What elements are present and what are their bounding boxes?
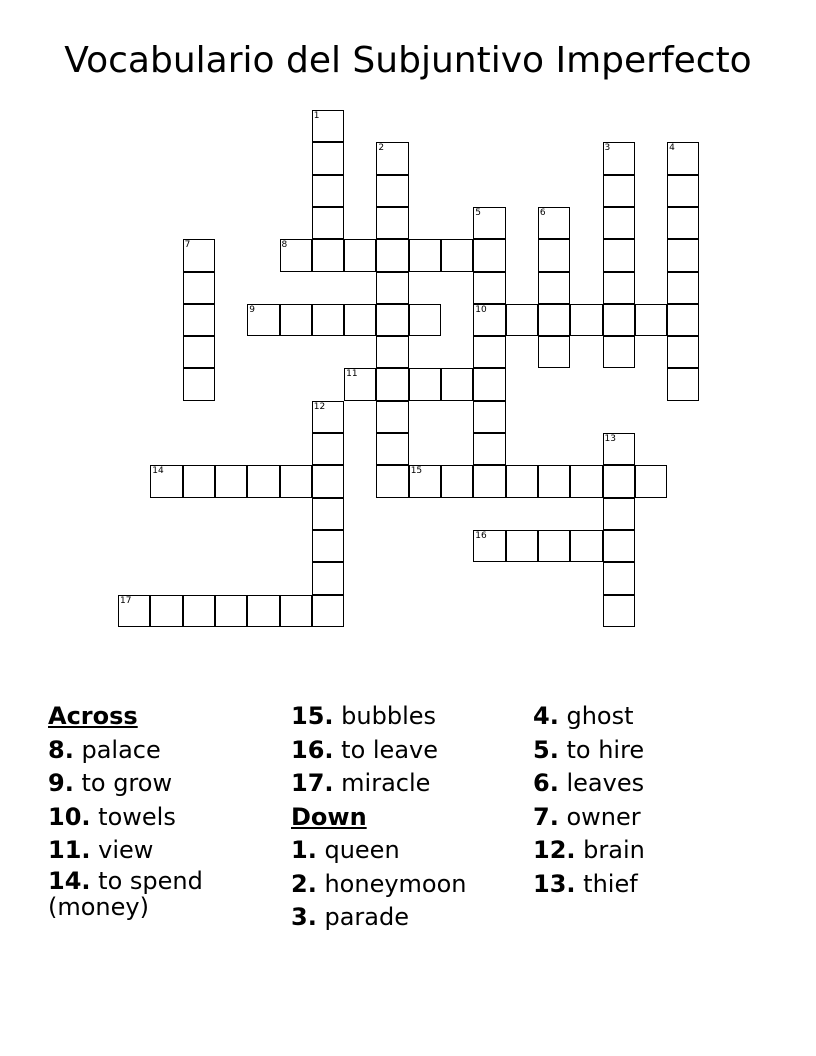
cell-number: 15: [410, 466, 423, 477]
grid-cell: [538, 272, 570, 304]
clue-text: brain: [583, 836, 645, 864]
clue-text: queen: [324, 836, 400, 864]
cell-number: 7: [184, 240, 191, 251]
clue-number: 8.: [48, 735, 74, 764]
grid-cell: [473, 368, 505, 400]
clue-across-14: [48, 868, 248, 920]
grid-cell: [183, 272, 215, 304]
clue-number: 16.: [291, 735, 334, 764]
grid-cell: [473, 207, 505, 239]
grid-cell: [183, 239, 215, 271]
cell-number: 8: [281, 240, 288, 251]
grid-cell: [506, 304, 538, 336]
cell-number: 3: [604, 143, 611, 154]
grid-cell: [538, 207, 570, 239]
cell-number: 10: [475, 304, 487, 315]
clue-number: 17.: [291, 769, 334, 797]
grid-cell: [570, 465, 602, 497]
clue-text: leaves: [566, 769, 645, 797]
grid-cell: [603, 433, 635, 465]
down-heading: Down: [291, 802, 367, 831]
grid-cell: [473, 336, 505, 368]
grid-cell: [603, 175, 635, 207]
grid-cell: [441, 465, 473, 497]
grid-cell: [280, 595, 312, 627]
cell-number: 11: [346, 369, 358, 380]
grid-cell: [538, 465, 570, 497]
cell-number: 12: [313, 401, 326, 412]
grid-cell: [247, 595, 279, 627]
grid-cell: [312, 239, 344, 271]
clue-text: to grow: [81, 769, 173, 797]
cell-number: 16: [475, 530, 487, 541]
grid-cell: [150, 465, 182, 497]
grid-cell: [376, 207, 408, 239]
clue-text: ghost: [566, 702, 634, 730]
grid-cell: [603, 239, 635, 271]
grid-cell: [312, 401, 344, 433]
grid-cell: [473, 465, 505, 497]
clue-number: 10.: [48, 802, 91, 831]
grid-cell: [603, 595, 635, 627]
grid-cell: [376, 142, 408, 174]
grid-cell: [570, 304, 602, 336]
across-heading: Across: [48, 702, 138, 730]
grid-cell: [183, 304, 215, 336]
grid-cell: [603, 465, 635, 497]
clue-number: 7.: [533, 802, 559, 831]
clue-across-15: [291, 700, 467, 734]
grid-cell: [247, 465, 279, 497]
grid-cell: [667, 207, 699, 239]
grid-cell: [538, 336, 570, 368]
clue-text: to hire: [566, 735, 645, 764]
clue-column-2: [291, 700, 467, 935]
clue-across-8: [48, 734, 248, 768]
clue-number: 4.: [533, 702, 559, 730]
clue-number: 1.: [291, 836, 317, 864]
grid-cell: [118, 595, 150, 627]
clue-column-1: [48, 700, 248, 920]
clue-number: 15.: [291, 702, 334, 730]
clue-down-13: [533, 868, 645, 902]
grid-cell: [667, 239, 699, 271]
cell-number: 5: [475, 207, 482, 218]
grid-cell: [183, 368, 215, 400]
grid-cell: [376, 336, 408, 368]
clue-text: to leave: [341, 735, 438, 764]
clue-down-1: [291, 834, 467, 868]
clue-down-7: [533, 801, 645, 835]
grid-cell: [603, 272, 635, 304]
grid-cell: [183, 465, 215, 497]
grid-cell: [312, 142, 344, 174]
grid-cell: [538, 530, 570, 562]
clue-down-5: [533, 734, 645, 768]
grid-cell: [603, 142, 635, 174]
grid-cell: [376, 272, 408, 304]
grid-cell: [667, 272, 699, 304]
grid-cell: [603, 207, 635, 239]
clue-across-11: [48, 834, 248, 868]
grid-cell: [473, 272, 505, 304]
grid-cell: [635, 304, 667, 336]
grid-cell: [312, 530, 344, 562]
cell-number: 2: [378, 143, 385, 154]
grid-cell: [409, 465, 441, 497]
grid-cell: [344, 304, 376, 336]
grid-cell: [312, 304, 344, 336]
grid-cell: [409, 368, 441, 400]
grid-cell: [538, 239, 570, 271]
clue-number: 13.: [533, 869, 576, 898]
grid-cell: [538, 304, 570, 336]
grid-cell: [667, 336, 699, 368]
clue-number: 12.: [533, 836, 576, 864]
clue-text: view: [98, 836, 154, 864]
clue-text: bubbles: [341, 702, 437, 730]
clue-text: towels: [98, 802, 176, 831]
cell-number: 9: [249, 304, 255, 315]
grid-cell: [506, 530, 538, 562]
cell-number: 1: [313, 111, 320, 121]
cell-number: 4: [669, 143, 675, 154]
grid-cell: [344, 239, 376, 271]
cell-number: 14: [152, 466, 164, 477]
clue-number: 9.: [48, 769, 74, 797]
grid-cell: [312, 110, 344, 142]
grid-cell: [376, 401, 408, 433]
grid-cell: [312, 595, 344, 627]
clue-text: miracle: [341, 769, 431, 797]
grid-cell: [667, 304, 699, 336]
grid-cell: [312, 465, 344, 497]
grid-cell: [312, 175, 344, 207]
grid-cell: [280, 465, 312, 497]
grid-cell: [603, 562, 635, 594]
grid-cell: [473, 401, 505, 433]
grid-cell: [215, 595, 247, 627]
grid-cell: [150, 595, 182, 627]
clue-across-10: [48, 801, 248, 835]
clue-across-16: [291, 734, 467, 768]
clue-down-3: [291, 901, 467, 935]
clue-text: palace: [81, 735, 161, 764]
clue-text: to spend (money): [48, 866, 203, 921]
cell-number: 17: [120, 595, 132, 606]
grid-cell: [409, 239, 441, 271]
grid-cell: [183, 336, 215, 368]
page-title: Vocabulario del Subjuntivo Imperfecto: [64, 40, 752, 81]
grid-cell: [280, 304, 312, 336]
clue-number: 14.: [48, 866, 91, 895]
grid-cell: [344, 368, 376, 400]
grid-cell: [473, 433, 505, 465]
clue-text: honeymoon: [324, 869, 467, 898]
grid-cell: [603, 498, 635, 530]
grid-cell: [473, 304, 505, 336]
clue-text: owner: [566, 802, 641, 831]
grid-cell: [280, 239, 312, 271]
grid-cell: [312, 562, 344, 594]
grid-cell: [376, 465, 408, 497]
grid-cell: [473, 239, 505, 271]
clue-number: 6.: [533, 769, 559, 797]
grid-cell: [312, 207, 344, 239]
grid-cell: [667, 175, 699, 207]
grid-cell: [376, 239, 408, 271]
grid-cell: [376, 433, 408, 465]
grid-cell: [603, 336, 635, 368]
grid-cell: [667, 368, 699, 400]
grid-cell: [376, 368, 408, 400]
grid-cell: [247, 304, 279, 336]
clue-across-9: [48, 767, 248, 801]
clue-across-17: [291, 767, 467, 801]
grid-cell: [441, 239, 473, 271]
cell-number: 6: [539, 207, 546, 218]
clue-text: parade: [324, 903, 409, 931]
grid-cell: [667, 142, 699, 174]
grid-cell: [215, 465, 247, 497]
grid-cell: [441, 368, 473, 400]
grid-cell: [312, 498, 344, 530]
clue-text: thief: [583, 869, 638, 898]
clue-number: 3.: [291, 903, 317, 931]
clue-down-12: [533, 834, 645, 868]
grid-cell: [376, 175, 408, 207]
clue-down-2: [291, 868, 467, 902]
grid-cell: [506, 465, 538, 497]
grid-cell: [603, 530, 635, 562]
grid-cell: [183, 595, 215, 627]
clue-number: 2.: [291, 869, 317, 898]
grid-cell: [409, 304, 441, 336]
clue-down-6: [533, 767, 645, 801]
grid-cell: [635, 465, 667, 497]
clue-number: 5.: [533, 735, 559, 764]
grid-cell: [603, 304, 635, 336]
clue-down-4: [533, 700, 645, 734]
grid-cell: [312, 433, 344, 465]
grid-cell: [376, 304, 408, 336]
grid-cell: [570, 530, 602, 562]
grid-cell: [473, 530, 505, 562]
clue-column-3: [533, 700, 645, 901]
cell-number: 13: [604, 434, 616, 444]
clue-number: 11.: [48, 836, 91, 864]
